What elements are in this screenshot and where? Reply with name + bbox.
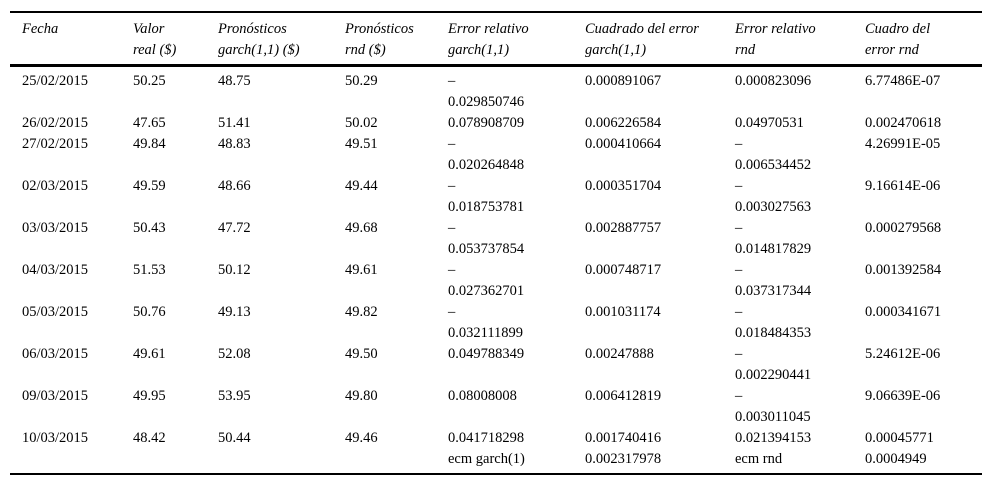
table-cell-valor-real: [121, 176, 206, 218]
cell-line: –: [735, 388, 743, 404]
forecast-comparison-table: [10, 11, 982, 475]
table-cell-cuadrado-error-garch: [573, 302, 723, 344]
table-row: [10, 176, 982, 218]
header-line: rnd: [735, 42, 756, 58]
table-cell-error-relativo-garch: [436, 176, 573, 218]
cell-line: 0.049788349: [448, 346, 525, 362]
header-line: rnd ($): [345, 42, 386, 58]
table-cell-fecha: [10, 386, 121, 428]
header-line: Fecha: [22, 21, 59, 37]
header-line: error rnd: [865, 42, 919, 58]
cell-line: 5.24612E-06: [865, 346, 941, 362]
cell-line: 51.41: [218, 115, 251, 131]
cell-line: –: [735, 136, 743, 152]
header-line: Error relativo: [735, 21, 816, 37]
table-cell-error-relativo-rnd: [723, 302, 853, 344]
cell-line: 0.006412819: [585, 388, 662, 404]
cell-line: 51.53: [133, 262, 166, 278]
table-cell-valor-real: [121, 134, 206, 176]
cell-line: 27/02/2015: [22, 136, 89, 152]
table-body: [10, 66, 982, 475]
table-cell-error-relativo-garch: [436, 113, 573, 134]
cell-line: 26/02/2015: [22, 115, 89, 131]
table-cell-fecha: [10, 428, 121, 449]
cell-line: 0.001031174: [585, 304, 661, 320]
table-cell-cuadrado-error-garch: [573, 134, 723, 176]
table-cell-pronosticos-rnd: [333, 66, 436, 114]
cell-line: 10/03/2015: [22, 430, 89, 446]
table-cell-error-relativo-rnd: [723, 428, 853, 449]
cell-line: –: [448, 220, 456, 236]
table-cell-cuadrado-error-garch: [573, 344, 723, 386]
header-line: Pronósticos: [345, 21, 414, 37]
table-cell-fecha: [10, 176, 121, 218]
cell-line: 0.018484353: [735, 325, 812, 341]
cell-line: 50.76: [133, 304, 166, 320]
cell-line: –: [448, 304, 456, 320]
cell-line: 50.12: [218, 262, 251, 278]
cell-line: 50.25: [133, 73, 166, 89]
table-cell-fecha: [10, 113, 121, 134]
table-cell-cuadrado-error-garch: [573, 449, 723, 474]
table-row: [10, 302, 982, 344]
header-line: real ($): [133, 42, 177, 58]
table-cell-error-relativo-garch: [436, 344, 573, 386]
cell-line: 0.08008008: [448, 388, 517, 404]
cell-line: 0.000748717: [585, 262, 662, 278]
header-line: [22, 40, 117, 61]
header-line: Error relativo: [448, 21, 529, 37]
cell-line: 9.16614E-06: [865, 178, 941, 194]
cell-line: 50.29: [345, 73, 378, 89]
table-cell-error-relativo-rnd: [723, 386, 853, 428]
table-cell-cuadro-error-rnd: [853, 134, 982, 176]
cell-line: 49.61: [345, 262, 378, 278]
cell-line: 0.014817829: [735, 241, 812, 257]
column-header-cuadrado-error-garch: [573, 12, 723, 66]
header-line: Pronósticos: [218, 21, 287, 37]
cell-line: 0.000341671: [865, 304, 942, 320]
cell-line: 0.006534452: [735, 157, 812, 173]
cell-line: 0.002290441: [735, 367, 812, 383]
table-cell-error-relativo-rnd: [723, 66, 853, 114]
header-line: Valor: [133, 21, 165, 37]
cell-line: 0.021394153: [735, 430, 812, 446]
column-header-cuadro-error-rnd: [853, 12, 982, 66]
table-row: [10, 134, 982, 176]
table-cell-pronosticos-garch: [206, 66, 333, 114]
cell-line: –: [448, 178, 456, 194]
cell-line: 0.018753781: [448, 199, 525, 215]
table-cell-cuadro-error-rnd: [853, 260, 982, 302]
cell-line: 47.72: [218, 220, 251, 236]
header-line: Cuadrado del error: [585, 21, 699, 37]
table-cell-valor-real: [121, 66, 206, 114]
cell-line: 48.75: [218, 73, 251, 89]
cell-line: 0.0004949: [865, 451, 927, 467]
table-cell-cuadrado-error-garch: [573, 66, 723, 114]
table-cell-fecha: [10, 302, 121, 344]
cell-line: 49.82: [345, 304, 378, 320]
table-cell-pronosticos-garch: [206, 113, 333, 134]
table-cell-cuadrado-error-garch: [573, 176, 723, 218]
table-cell-fecha: [10, 66, 121, 114]
cell-line: 0.000823096: [735, 73, 812, 89]
cell-line: 0.027362701: [448, 283, 525, 299]
table-row: [10, 66, 982, 114]
cell-line: 49.59: [133, 178, 166, 194]
table-cell-error-relativo-garch: [436, 449, 573, 474]
table-cell-pronosticos-garch: [206, 260, 333, 302]
table-cell-cuadro-error-rnd: [853, 176, 982, 218]
table-cell-cuadrado-error-garch: [573, 260, 723, 302]
table-cell-fecha: [10, 218, 121, 260]
column-header-fecha: [10, 12, 121, 66]
cell-line: 0.001740416: [585, 430, 662, 446]
cell-line: –: [735, 346, 743, 362]
header-line: garch(1,1) ($): [218, 42, 300, 58]
table-cell-error-relativo-rnd: [723, 134, 853, 176]
table-cell-pronosticos-rnd: [333, 176, 436, 218]
cell-line: 0.020264848: [448, 157, 525, 173]
column-header-error-relativo-garch: [436, 12, 573, 66]
cell-line: 02/03/2015: [22, 178, 89, 194]
table-cell-pronosticos-garch: [206, 134, 333, 176]
cell-line: 49.68: [345, 220, 378, 236]
cell-line: 0.029850746: [448, 94, 525, 110]
cell-line: –: [735, 220, 743, 236]
table-cell-pronosticos-rnd: [333, 386, 436, 428]
cell-line: 4.26991E-05: [865, 136, 941, 152]
table-cell-pronosticos-garch: [206, 302, 333, 344]
table-cell-error-relativo-garch: [436, 302, 573, 344]
cell-line: –: [448, 262, 456, 278]
cell-line: 49.95: [133, 388, 166, 404]
table-cell-pronosticos-rnd: [333, 428, 436, 449]
table-row: [10, 344, 982, 386]
table-cell-valor-real: [121, 428, 206, 449]
cell-line: 0.002317978: [585, 451, 662, 467]
cell-line: 49.13: [218, 304, 251, 320]
table-cell-error-relativo-rnd: [723, 260, 853, 302]
cell-line: 0.003011045: [735, 409, 811, 425]
cell-line: 50.44: [218, 430, 251, 446]
table-row: [10, 113, 982, 134]
table-cell-pronosticos-rnd: [333, 260, 436, 302]
cell-line: 0.000891067: [585, 73, 662, 89]
table-cell-pronosticos-rnd: [333, 134, 436, 176]
table-cell-error-relativo-rnd: [723, 449, 853, 474]
table-cell-cuadrado-error-garch: [573, 218, 723, 260]
table-cell-fecha: [10, 134, 121, 176]
cell-line: 0.001392584: [865, 262, 942, 278]
table-cell-fecha: [10, 260, 121, 302]
cell-line: –: [448, 136, 456, 152]
table-cell-pronosticos-garch: [206, 218, 333, 260]
table-cell-pronosticos-garch: [206, 428, 333, 449]
forecast-comparison-table-container: [10, 11, 982, 475]
cell-line: 0.00247888: [585, 346, 654, 362]
table-row: [10, 260, 982, 302]
cell-line: 49.50: [345, 346, 378, 362]
header-line: garch(1,1): [448, 42, 510, 58]
cell-line: 48.83: [218, 136, 251, 152]
cell-line: –: [735, 304, 743, 320]
column-header-valor-real: [121, 12, 206, 66]
cell-line: –: [735, 262, 743, 278]
table-cell-cuadro-error-rnd: [853, 449, 982, 474]
cell-line: 0.006226584: [585, 115, 662, 131]
cell-line: 0.037317344: [735, 283, 812, 299]
table-cell-error-relativo-rnd: [723, 176, 853, 218]
table-cell-error-relativo-garch: [436, 260, 573, 302]
cell-line: ecm rnd: [735, 451, 783, 467]
table-cell-cuadro-error-rnd: [853, 428, 982, 449]
cell-line: 0.032111899: [448, 325, 524, 341]
table-cell-pronosticos-rnd: [333, 113, 436, 134]
cell-line: 49.61: [133, 346, 166, 362]
cell-line: 48.42: [133, 430, 166, 446]
table-cell-pronosticos-rnd: [333, 449, 436, 474]
table-cell-fecha: [10, 344, 121, 386]
cell-line: 06/03/2015: [22, 346, 89, 362]
cell-line: –: [448, 73, 456, 89]
table-cell-pronosticos-rnd: [333, 344, 436, 386]
table-cell-valor-real: [121, 449, 206, 474]
table-cell-error-relativo-garch: [436, 386, 573, 428]
cell-line: 0.000410664: [585, 136, 662, 152]
cell-line: 49.80: [345, 388, 378, 404]
cell-line: 04/03/2015: [22, 262, 89, 278]
table-cell-pronosticos-garch: [206, 449, 333, 474]
cell-line: 48.66: [218, 178, 251, 194]
cell-line: 52.08: [218, 346, 251, 362]
table-cell-cuadrado-error-garch: [573, 386, 723, 428]
cell-line: –: [735, 178, 743, 194]
table-cell-pronosticos-garch: [206, 176, 333, 218]
table-cell-valor-real: [121, 260, 206, 302]
table-cell-fecha: [10, 449, 121, 474]
table-cell-valor-real: [121, 218, 206, 260]
table-cell-cuadrado-error-garch: [573, 113, 723, 134]
cell-line: 0.053737854: [448, 241, 525, 257]
table-cell-error-relativo-rnd: [723, 344, 853, 386]
table-header: [10, 12, 982, 66]
cell-line: 0.04970531: [735, 115, 804, 131]
cell-line: 49.51: [345, 136, 378, 152]
cell-line: ecm garch(1): [448, 451, 525, 467]
table-cell-cuadrado-error-garch: [573, 428, 723, 449]
table-cell-pronosticos-garch: [206, 386, 333, 428]
cell-line: 6.77486E-07: [865, 73, 941, 89]
table-cell-error-relativo-garch: [436, 428, 573, 449]
cell-line: 0.000351704: [585, 178, 662, 194]
table-cell-cuadro-error-rnd: [853, 66, 982, 114]
header-line: Cuadro del: [865, 21, 931, 37]
cell-line: 05/03/2015: [22, 304, 89, 320]
cell-line: 25/02/2015: [22, 73, 89, 89]
table-cell-cuadro-error-rnd: [853, 302, 982, 344]
table-cell-cuadro-error-rnd: [853, 344, 982, 386]
cell-line: 9.06639E-06: [865, 388, 941, 404]
column-header-pronosticos-rnd: [333, 12, 436, 66]
table-cell-error-relativo-garch: [436, 134, 573, 176]
cell-line: 50.02: [345, 115, 378, 131]
cell-line: 49.84: [133, 136, 166, 152]
column-header-error-relativo-rnd: [723, 12, 853, 66]
table-cell-error-relativo-garch: [436, 66, 573, 114]
cell-line: 47.65: [133, 115, 166, 131]
table-cell-valor-real: [121, 386, 206, 428]
cell-line: 49.46: [345, 430, 378, 446]
cell-line: 0.041718298: [448, 430, 525, 446]
cell-line: 50.43: [133, 220, 166, 236]
table-row: [10, 218, 982, 260]
cell-line: 0.078908709: [448, 115, 525, 131]
cell-line: 0.000279568: [865, 220, 942, 236]
table-cell-error-relativo-rnd: [723, 113, 853, 134]
cell-line: 53.95: [218, 388, 251, 404]
summary-row: [10, 449, 982, 474]
table-cell-cuadro-error-rnd: [853, 218, 982, 260]
table-cell-valor-real: [121, 113, 206, 134]
cell-line: 09/03/2015: [22, 388, 89, 404]
header-row: [10, 12, 982, 66]
cell-line: 0.003027563: [735, 199, 812, 215]
header-line: garch(1,1): [585, 42, 647, 58]
table-cell-pronosticos-garch: [206, 344, 333, 386]
cell-line: 49.44: [345, 178, 378, 194]
table-row: [10, 428, 982, 449]
table-row: [10, 386, 982, 428]
table-cell-cuadro-error-rnd: [853, 113, 982, 134]
cell-line: 0.002887757: [585, 220, 662, 236]
table-cell-error-relativo-rnd: [723, 218, 853, 260]
table-cell-pronosticos-rnd: [333, 302, 436, 344]
table-cell-valor-real: [121, 302, 206, 344]
table-cell-pronosticos-rnd: [333, 218, 436, 260]
table-cell-cuadro-error-rnd: [853, 386, 982, 428]
table-cell-valor-real: [121, 344, 206, 386]
table-cell-error-relativo-garch: [436, 218, 573, 260]
cell-line: 0.00045771: [865, 430, 934, 446]
cell-line: 0.002470618: [865, 115, 942, 131]
column-header-pronosticos-garch: [206, 12, 333, 66]
cell-line: 03/03/2015: [22, 220, 89, 236]
